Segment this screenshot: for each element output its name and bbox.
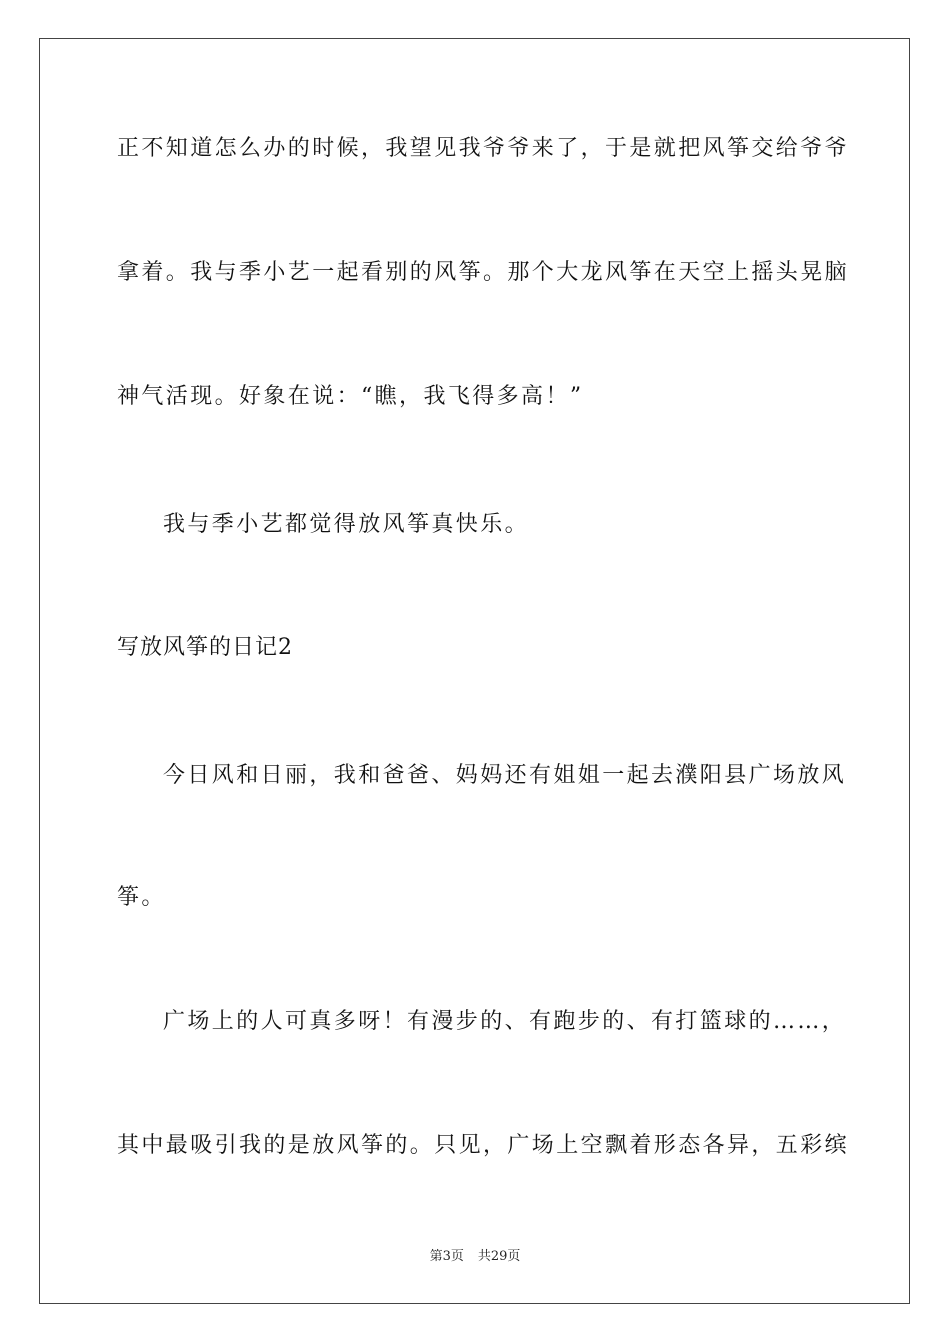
total-pages-label: 共29页 — [477, 1249, 521, 1264]
page-footer — [0, 1248, 950, 1266]
body-line-3: 神气活现。好象在说：“瞧，我飞得多高！” — [117, 384, 584, 409]
body-line-9: 其中最吸引我的是放风筝的。只见，广场上空飘着形态各异，五彩缤 — [117, 1133, 850, 1158]
body-line-6: 今日风和日丽，我和爸爸、妈妈还有姐姐一起去濮阳县广场放风 — [163, 763, 847, 788]
page-border — [39, 38, 910, 1304]
body-line-1: 正不知道怎么办的时候，我望见我爷爷来了，于是就把风筝交给爷爷 — [117, 136, 850, 161]
body-line-7: 筝。 — [117, 885, 166, 910]
body-line-4: 我与季小艺都觉得放风筝真快乐。 — [163, 512, 530, 537]
current-page-label: 第3页 — [429, 1249, 464, 1264]
body-line-8: 广场上的人可真多呀！有漫步的、有跑步的、有打篮球的……， — [163, 1009, 847, 1034]
body-line-2: 拿着。我与季小艺一起看别的风筝。那个大龙风筝在天空上摇头晃脑 — [117, 260, 850, 285]
section-heading: 写放风筝的日记2 — [117, 635, 293, 660]
